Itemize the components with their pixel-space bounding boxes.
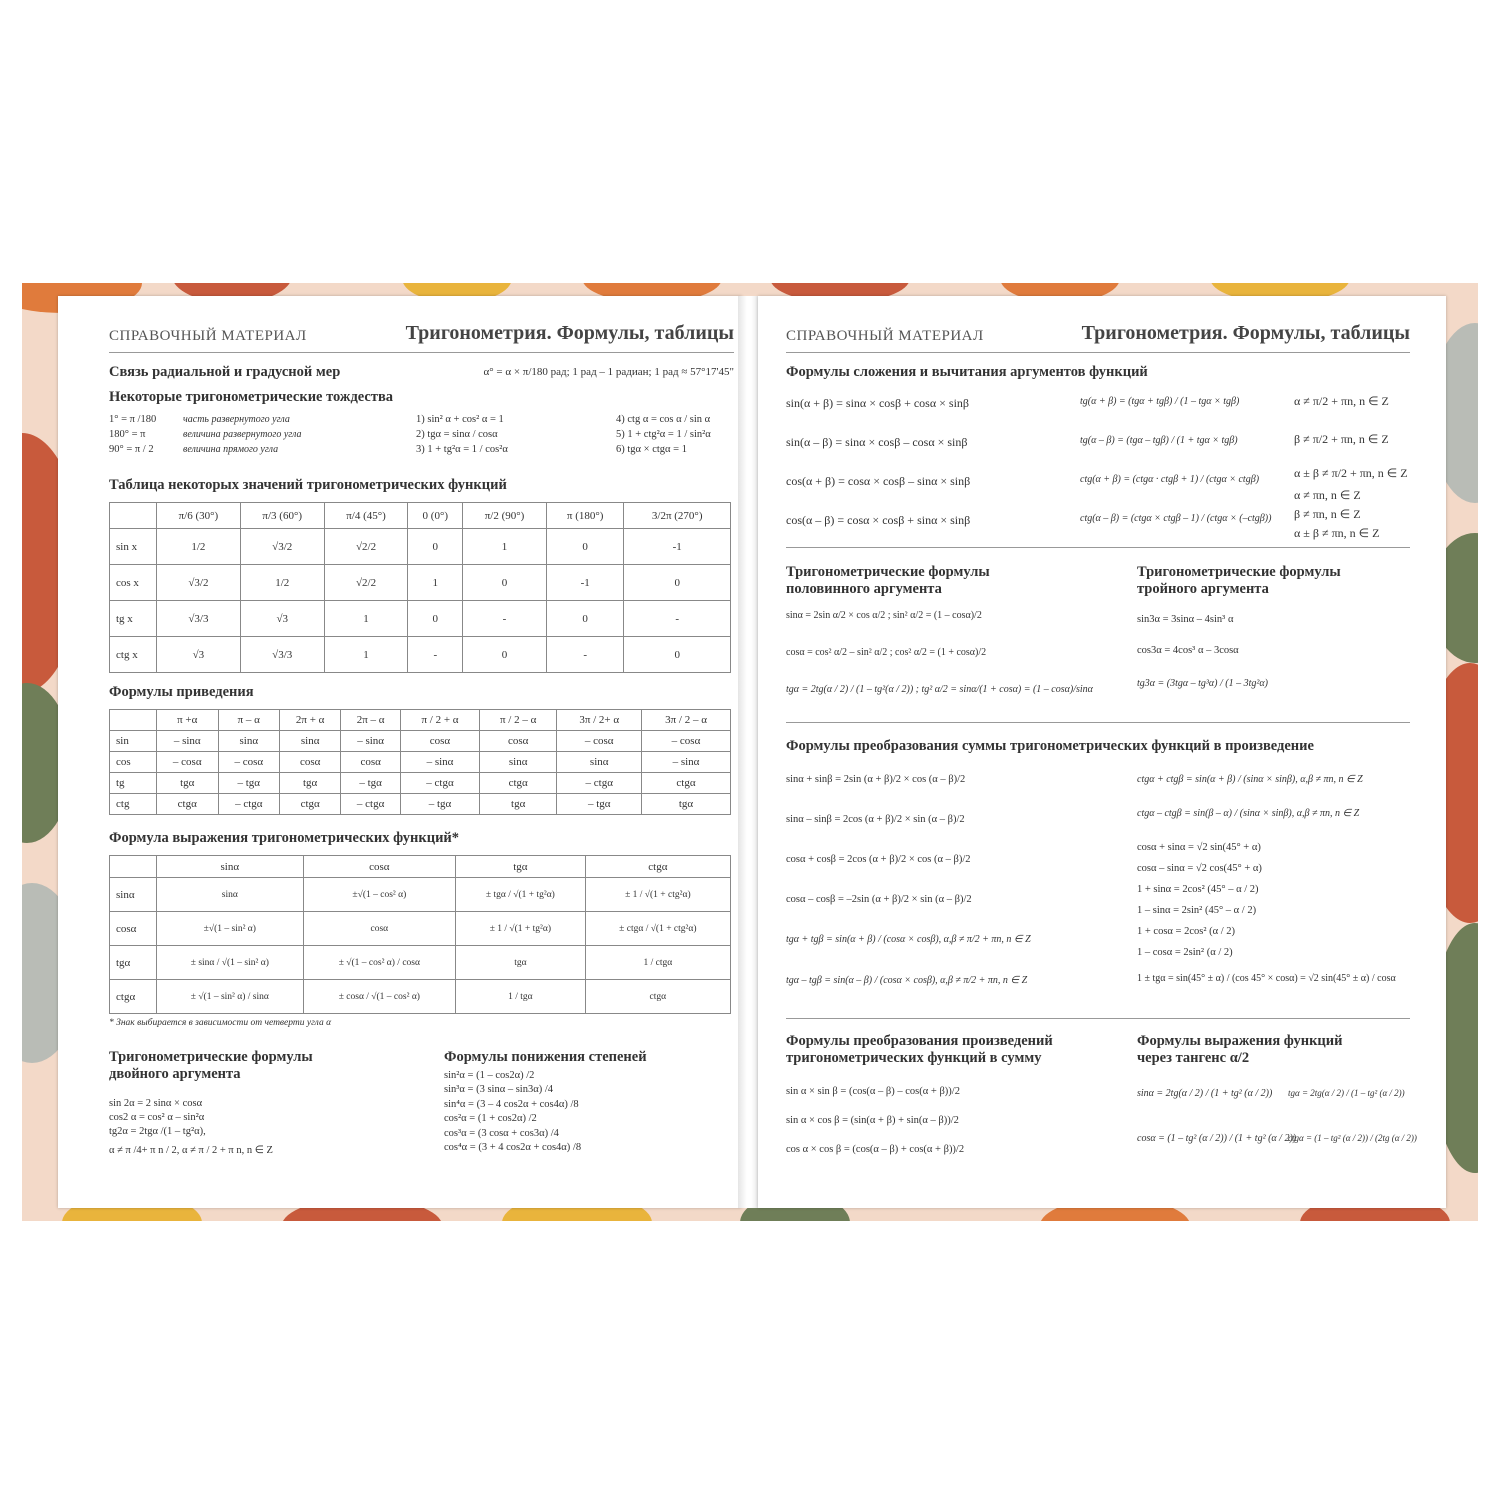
- sum-left: [786, 774, 1031, 1015]
- reduction-cell: – tgα: [218, 773, 280, 794]
- identity-item: 1) sin² α + cos² α = 1: [416, 414, 504, 425]
- reduction-cell: – cosα: [157, 752, 219, 773]
- express-row-label: cosα: [110, 912, 157, 946]
- angle-value: 1° = π /180: [109, 414, 157, 425]
- sum-formula: 1 + cosα = 2cos² (α / 2): [1137, 926, 1236, 937]
- section-divider: [786, 1018, 1410, 1019]
- tangent-line: cosα = (1 – tg² (α / 2)) / (1 + tg² (α / 2)): [1137, 1133, 1297, 1144]
- values-header-cell: 3/2π (270°): [624, 503, 731, 529]
- header-title: Тригонометрия. Формулы, таблицы: [405, 322, 734, 344]
- values-header-cell: π/2 (90°): [463, 503, 547, 529]
- reduction-cell: ctgα: [280, 794, 341, 815]
- values-header-cell: π/6 (30°): [157, 503, 241, 529]
- express-cell: 1 / ctgα: [585, 946, 730, 980]
- product-formulas: [786, 1086, 964, 1173]
- express-header-cell: cosα: [303, 856, 455, 878]
- express-row-label: sinα: [110, 878, 157, 912]
- addition-condition: α ≠ π/2 + πn, n ∈ Z: [1294, 394, 1389, 408]
- tangent-title-line: через тангенс α/2: [1137, 1050, 1250, 1066]
- reduction-header-cell: 2π – α: [341, 710, 401, 731]
- power-formulas: [444, 1070, 581, 1156]
- identity-item: 2) tgα = sinα / cosα: [416, 429, 498, 440]
- angle-list: [109, 414, 302, 459]
- header-divider: [109, 352, 734, 353]
- express-cell: ±√(1 – cos² α): [303, 878, 455, 912]
- values-cell: √3/2: [240, 529, 324, 565]
- reduction-cell: – ctgα: [557, 773, 642, 794]
- values-cell: √3/3: [240, 637, 324, 673]
- express-cell: cosα: [303, 912, 455, 946]
- identity-item: 3) 1 + tg²α = 1 / cos²α: [416, 444, 508, 455]
- express-cell: ± sinα / √(1 – sin² α): [157, 946, 304, 980]
- addition-formula: sin(α + β) = sinα × cosβ + cosα × sinβ: [786, 396, 970, 410]
- sum-formula: cosα + sinα = √2 sin(45° + α): [1137, 842, 1261, 853]
- express-title: Формула выражения тригонометрических функций*: [109, 830, 460, 846]
- reduction-cell: – tgα: [557, 794, 642, 815]
- values-cell: √3: [240, 601, 324, 637]
- addition-conditions: [1294, 394, 1408, 545]
- reduction-title: Формулы приведения: [109, 684, 254, 700]
- power-title: Формулы понижения степеней: [444, 1049, 647, 1065]
- values-cell: 1/2: [157, 529, 241, 565]
- reduction-cell: – sinα: [401, 752, 480, 773]
- triple-title-line: Тригонометрические формулы: [1137, 564, 1341, 580]
- reduction-cell: – cosα: [218, 752, 280, 773]
- left-page: [58, 296, 742, 1208]
- express-cell: ± tgα / √(1 + tg²α): [456, 878, 586, 912]
- identities-right: [616, 414, 711, 459]
- tangent-title: [1137, 1033, 1343, 1067]
- reduction-table: [109, 709, 731, 815]
- express-row-label: tgα: [110, 946, 157, 980]
- sum-formula: 1 + sinα = 2cos² (45° – α / 2): [1137, 884, 1259, 895]
- reduction-cell: – ctgα: [401, 773, 480, 794]
- tangent-line: ctgα = (1 – tg² (α / 2)) / (2tg (α / 2)): [1288, 1133, 1417, 1143]
- half-line: sinα = 2sin α/2 × cos α/2 ; sin² α/2 = (1 – cosα)/2: [786, 610, 982, 621]
- identity-item: 5) 1 + ctg²α = 1 / sin²α: [616, 429, 711, 440]
- values-row-label: ctg x: [110, 637, 157, 673]
- values-cell: 1: [324, 637, 408, 673]
- angle-value: 90° = π / 2: [109, 444, 154, 455]
- express-cell: ± ctgα / √(1 + ctg²α): [585, 912, 730, 946]
- sum-formula: tgα + tgβ = sin(α + β) / (cosα × cosβ), α,β ≠ π/2 + πn, n ∈ Z: [786, 934, 1031, 945]
- values-cell: 0: [408, 529, 463, 565]
- power-line: sin³α = (3 sinα – sin3α) /4: [444, 1084, 553, 1096]
- half-line: tgα = 2tg(α / 2) / (1 – tg²(α / 2)) ; tg² α/2 = sinα/(1 + cosα) = (1 – cosα)/sinα: [786, 684, 1093, 695]
- power-line: cos⁴α = (3 + 4 cos2α + cos4α) /8: [444, 1141, 582, 1153]
- sum-formula: 1 – sinα = 2sin² (45° – α / 2): [1137, 905, 1257, 916]
- addition-left: [786, 396, 970, 552]
- values-cell: 1/2: [240, 565, 324, 601]
- values-cell: 1: [463, 529, 547, 565]
- values-cell: -: [463, 601, 547, 637]
- express-cell: ctgα: [585, 980, 730, 1014]
- reduction-header-cell: 3π / 2 – α: [642, 710, 731, 731]
- identity-item: 6) tgα × ctgα = 1: [616, 444, 687, 455]
- product-line: cos α × cos β = (cos(α – β) + cos(α + β))/2: [786, 1144, 965, 1155]
- express-cell: sinα: [157, 878, 304, 912]
- double-line: α ≠ π /4+ π n / 2, α ≠ π / 2 + π n, n ∈ Z: [109, 1145, 273, 1156]
- express-cell: ± 1 / √(1 + ctg²α): [585, 878, 730, 912]
- express-cell: tgα: [456, 946, 586, 980]
- reduction-cell: – ctgα: [218, 794, 280, 815]
- values-cell: √3/2: [157, 565, 241, 601]
- tangent-formulas-right: [1288, 1088, 1417, 1178]
- express-cell: ± √(1 – cos² α) / cosα: [303, 946, 455, 980]
- addition-condition: α ≠ πn, n ∈ Z: [1294, 488, 1361, 502]
- reduction-cell: cosα: [479, 731, 556, 752]
- values-cell: -: [546, 637, 623, 673]
- reduction-header-cell: 3π / 2+ α: [557, 710, 642, 731]
- header-title: Тригонометрия. Формулы, таблицы: [1081, 322, 1410, 344]
- tangent-title-line: Формулы выражения функций: [1137, 1033, 1343, 1049]
- values-header-cell: 0 (0°): [408, 503, 463, 529]
- product-line: sin α × sin β = (cos(α – β) – cos(α + β))/2: [786, 1086, 960, 1097]
- double-line: tg2α = 2tgα /(1 – tg²α),: [109, 1126, 206, 1137]
- reduction-row-label: ctg: [110, 794, 157, 815]
- sum-formula: sinα – sinβ = 2cos (α + β)/2 × sin (α – β)/2: [786, 814, 965, 825]
- reduction-header-cell: π / 2 + α: [401, 710, 480, 731]
- values-cell: -1: [546, 565, 623, 601]
- sum-formula: cosα – sinα = √2 cos(45° + α): [1137, 863, 1262, 874]
- triple-title-line: тройного аргумента: [1137, 581, 1269, 597]
- tangent-line: tgα = 2tg(α / 2) / (1 – tg² (α / 2)): [1288, 1088, 1405, 1098]
- express-header-cell: ctgα: [585, 856, 730, 878]
- express-cell: ± 1 / √(1 + tg²α): [456, 912, 586, 946]
- double-line: sin 2α = 2 sinα × cosα: [109, 1098, 203, 1109]
- identity-item: 4) ctg α = cos α / sin α: [616, 414, 711, 425]
- addition-condition: α ± β ≠ π/2 + πn, n ∈ Z: [1294, 466, 1408, 480]
- sum-formula: ctgα + ctgβ = sin(α + β) / (sinα × sinβ), α,β ≠ πn, n ∈ Z: [1137, 774, 1363, 785]
- values-row-label: cos x: [110, 565, 157, 601]
- double-formulas: [109, 1098, 273, 1158]
- reduction-cell: tgα: [157, 773, 219, 794]
- double-title-line: двойного аргумента: [109, 1066, 241, 1082]
- reduction-cell: – ctgα: [341, 794, 401, 815]
- addition-formula: sin(α – β) = sinα × cosβ – cosα × sinβ: [786, 435, 968, 449]
- angle-value: 180° = π: [109, 429, 146, 440]
- values-cell: 0: [624, 565, 731, 601]
- reduction-cell: ctgα: [642, 773, 731, 794]
- reduction-cell: tgα: [642, 794, 731, 815]
- header-section-label: СПРАВОЧНЫЙ МАТЕРИАЛ: [109, 328, 307, 344]
- reduction-header-cell: [110, 710, 157, 731]
- reduction-cell: ctgα: [157, 794, 219, 815]
- power-line: sin²α = (1 – cos2α) /2: [444, 1070, 535, 1081]
- reduction-header-cell: π +α: [157, 710, 219, 731]
- half-formulas: [786, 610, 1093, 721]
- values-cell: √2/2: [324, 529, 408, 565]
- double-title: [109, 1049, 313, 1083]
- addition-formula: tg(α – β) = (tgα – tgβ) / (1 + tgα × tgβ): [1080, 435, 1238, 446]
- reduction-cell: cosα: [341, 752, 401, 773]
- values-row-label: sin x: [110, 529, 157, 565]
- values-cell: 0: [546, 529, 623, 565]
- values-table-title: Таблица некоторых значений тригонометрических функций: [109, 477, 507, 493]
- values-cell: √3: [157, 637, 241, 673]
- values-cell: 0: [463, 637, 547, 673]
- triple-formulas: [1137, 614, 1268, 709]
- values-table: [109, 502, 731, 673]
- express-header-cell: sinα: [157, 856, 304, 878]
- double-title-line: Тригонометрические формулы: [109, 1049, 313, 1065]
- reduction-cell: cosα: [280, 752, 341, 773]
- angle-desc: часть развернутого угла: [183, 414, 290, 425]
- addition-formula: ctg(α – β) = (ctgα × ctgβ – 1) / (ctgα × (–ctgβ)): [1080, 513, 1272, 524]
- express-table: [109, 855, 731, 1014]
- identities-title: Некоторые тригонометрические тождества: [109, 389, 394, 405]
- half-title-line: Тригонометрические формулы: [786, 564, 990, 580]
- express-header-cell: tgα: [456, 856, 586, 878]
- reduction-cell: – tgα: [401, 794, 480, 815]
- product-line: sin α × cos β = (sin(α + β) + sin(α – β))/2: [786, 1115, 959, 1126]
- product-title-line: тригонометрических функций в сумму: [786, 1050, 1042, 1066]
- sum-formula: tgα – tgβ = sin(α – β) / (cosα × cosβ), α,β ≠ π/2 + πn, n ∈ Z: [786, 975, 1028, 986]
- reduction-header-cell: 2π + α: [280, 710, 341, 731]
- triple-line: tg3α = (3tgα – tg³α) / (1 – 3tg²α): [1137, 678, 1268, 689]
- values-cell: 0: [463, 565, 547, 601]
- reduction-cell: – tgα: [341, 773, 401, 794]
- reduction-cell: sinα: [280, 731, 341, 752]
- power-line: cos²α = (1 + cos2α) /2: [444, 1113, 537, 1125]
- express-cell: ± √(1 – sin² α) / sinα: [157, 980, 304, 1014]
- triple-line: sin3α = 3sinα – 4sin³ α: [1137, 614, 1234, 625]
- sum-formula: ctgα – ctgβ = sin(β – α) / (sinα × sinβ), α,β ≠ πn, n ∈ Z: [1137, 808, 1360, 819]
- product-title-line: Формулы преобразования произведений: [786, 1033, 1053, 1049]
- values-header-cell: π/3 (60°): [240, 503, 324, 529]
- express-header-cell: [110, 856, 157, 878]
- right-page: [758, 296, 1446, 1208]
- radial-title: Связь радиальной и градусной мер: [109, 364, 341, 380]
- reduction-row-label: cos: [110, 752, 157, 773]
- sum-formula: sinα + sinβ = 2sin (α + β)/2 × cos (α – β)/2: [786, 774, 966, 785]
- addition-formula: cos(α + β) = cosα × cosβ – sinα × sinβ: [786, 474, 971, 488]
- reduction-cell: – sinα: [642, 752, 731, 773]
- sum-formula: 1 ± tgα = sin(45° ± α) / (cos 45° × cosα) = √2 sin(45° ± α) / cosα: [1137, 973, 1396, 984]
- angle-desc: величина развернутого угла: [183, 429, 302, 440]
- express-cell: ± cosα / √(1 – cos² α): [303, 980, 455, 1014]
- addition-formula: tg(α + β) = (tgα + tgβ) / (1 – tgα × tgβ): [1080, 396, 1240, 407]
- values-header-cell: π/4 (45°): [324, 503, 408, 529]
- addition-formula: ctg(α + β) = (ctgα · ctgβ + 1) / (ctgα × ctgβ): [1080, 474, 1260, 485]
- reduction-cell: sinα: [218, 731, 280, 752]
- reduction-cell: – cosα: [557, 731, 642, 752]
- half-title-line: половинного аргумента: [786, 581, 942, 597]
- double-line: cos2 α = cos² α – sin²α: [109, 1112, 205, 1123]
- values-cell: 0: [408, 601, 463, 637]
- tangent-line: sinα = 2tg(α / 2) / (1 + tg² (α / 2)): [1137, 1088, 1273, 1099]
- tangent-formulas: [1137, 1088, 1296, 1178]
- sum-right: [1137, 774, 1396, 999]
- radial-formula: α° = α × π/180 рад; 1 рад – 1 радиан; 1 рад ≈ 57°17'45": [483, 366, 734, 378]
- express-row-label: ctgα: [110, 980, 157, 1014]
- addition-condition: β ≠ π/2 + πn, n ∈ Z: [1294, 432, 1389, 446]
- reduction-row-label: tg: [110, 773, 157, 794]
- power-line: cos³α = (3 cosα + cos3α) /4: [444, 1127, 559, 1139]
- express-footnote: * Знак выбирается в зависимости от четверти угла α: [109, 1018, 332, 1028]
- angle-desc: величина прямого угла: [183, 444, 279, 455]
- reduction-header-cell: π / 2 – α: [479, 710, 556, 731]
- reduction-cell: – cosα: [642, 731, 731, 752]
- power-line: sin⁴α = (3 – 4 cos2α + cos4α) /8: [444, 1098, 579, 1110]
- addition-formula: cos(α – β) = cosα × cosβ + sinα × sinβ: [786, 513, 971, 527]
- triple-title: [1137, 564, 1341, 598]
- section-divider: [786, 547, 1410, 548]
- reduction-cell: ctgα: [479, 773, 556, 794]
- express-cell: ±√(1 – sin² α): [157, 912, 304, 946]
- header-divider: [786, 352, 1410, 353]
- header-section-label: СПРАВОЧНЫЙ МАТЕРИАЛ: [786, 328, 984, 344]
- values-cell: √3/3: [157, 601, 241, 637]
- values-cell: 0: [624, 637, 731, 673]
- sum-formula: 1 – cosα = 2sin² (α / 2): [1137, 947, 1233, 958]
- values-row-label: tg x: [110, 601, 157, 637]
- reduction-row-label: sin: [110, 731, 157, 752]
- express-cell: 1 / tgα: [456, 980, 586, 1014]
- sum-title: Формулы преобразования суммы тригонометрических функций в произведение: [786, 738, 1314, 754]
- values-header-cell: [110, 503, 157, 529]
- addition-title: Формулы сложения и вычитания аргументов функций: [786, 364, 1148, 380]
- section-divider: [786, 722, 1410, 723]
- addition-condition: α ± β ≠ πn, n ∈ Z: [1294, 526, 1380, 540]
- values-cell: 1: [408, 565, 463, 601]
- half-title: [786, 564, 990, 598]
- reduction-cell: – sinα: [341, 731, 401, 752]
- sum-formula: cosα + cosβ = 2cos (α + β)/2 × cos (α – β)/2: [786, 854, 971, 865]
- book-spine: [738, 296, 760, 1208]
- identities-mid: [416, 414, 508, 459]
- reduction-cell: sinα: [479, 752, 556, 773]
- product-title: [786, 1033, 1053, 1067]
- reduction-header-cell: π – α: [218, 710, 280, 731]
- reduction-cell: tgα: [280, 773, 341, 794]
- reduction-cell: cosα: [401, 731, 480, 752]
- half-line: cosα = cos² α/2 – sin² α/2 ; cos² α/2 = (1 + cosα)/2: [786, 647, 987, 658]
- values-header-cell: π (180°): [546, 503, 623, 529]
- addition-condition: β ≠ πn, n ∈ Z: [1294, 507, 1361, 521]
- addition-mid: [1080, 396, 1271, 552]
- reduction-cell: tgα: [479, 794, 556, 815]
- values-cell: 1: [324, 601, 408, 637]
- values-cell: -1: [624, 529, 731, 565]
- triple-line: cos3α = 4cos³ α – 3cosα: [1137, 645, 1239, 656]
- values-cell: -: [624, 601, 731, 637]
- sum-formula: cosα – cosβ = –2sin (α + β)/2 × sin (α – β)/2: [786, 894, 972, 905]
- values-cell: 0: [546, 601, 623, 637]
- reduction-cell: sinα: [557, 752, 642, 773]
- values-cell: √2/2: [324, 565, 408, 601]
- reduction-cell: – sinα: [157, 731, 219, 752]
- values-cell: -: [408, 637, 463, 673]
